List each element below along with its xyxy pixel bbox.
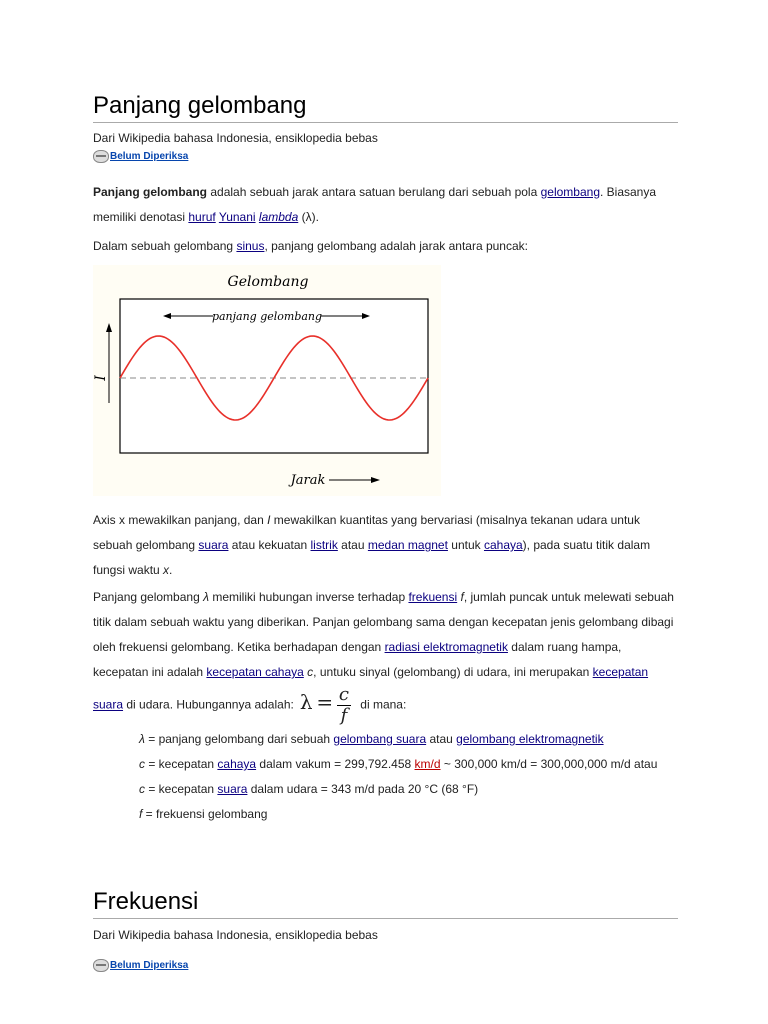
text: untuk — [447, 538, 484, 552]
link-radiasi-elektromagnetik[interactable]: radiasi elektromagnetik — [384, 640, 508, 654]
link-listrik[interactable]: listrik — [310, 538, 338, 552]
link-gelombang-suara[interactable]: gelombang suara — [333, 732, 427, 746]
intro-paragraph — [93, 180, 678, 230]
link-suara-def[interactable]: suara — [217, 782, 248, 796]
sinus-paragraph — [93, 234, 678, 259]
text: Axis x mewakilkan panjang, dan — [93, 513, 268, 527]
link-sinus[interactable]: sinus — [236, 239, 265, 253]
text: memiliki hubungan inverse terhadap — [209, 590, 409, 604]
review-status-link-2[interactable]: Belum Diperiksa — [110, 960, 189, 971]
review-status-2 — [93, 959, 188, 972]
text: (λ). — [298, 210, 319, 224]
italic-text: c — [307, 665, 314, 679]
text: dalam udara = 343 m/d pada 20 °C (68 °F) — [247, 782, 479, 796]
y-axis-arrowhead — [106, 323, 112, 332]
formula-denominator: f — [340, 705, 348, 726]
link-kecepatan-cahaya[interactable]: kecepatan cahaya — [206, 665, 304, 679]
text: ), pada suatu titik dalam fungsi waktu — [93, 538, 651, 577]
text: mewakilkan kuantitas yang bervariasi (misalnya tekanan udara untuk sebuah gelombang — [93, 513, 640, 552]
italic-text: λ — [203, 590, 209, 604]
link-gelombang[interactable]: gelombang — [540, 185, 600, 199]
definition-item — [139, 802, 678, 827]
relation-paragraph — [93, 585, 678, 726]
italic-text: I — [267, 513, 271, 527]
review-status-link[interactable]: Belum Diperiksa — [110, 151, 189, 162]
review-status-icon — [93, 959, 109, 972]
text: ~ 300,000 km/d = 300,000,000 m/d atau — [440, 757, 658, 771]
page-title: Panjang gelombang — [93, 92, 678, 123]
text: di mana: — [356, 697, 407, 712]
wavelength-formula — [300, 685, 351, 726]
text: = panjang gelombang dari sebuah — [144, 732, 334, 746]
axis-paragraph — [93, 508, 678, 583]
page-subtitle: Dari Wikipedia bahasa Indonesia, ensiklopedia bebas — [93, 131, 378, 145]
span-label: panjang gelombang — [211, 310, 323, 323]
text: Panjang gelombang — [93, 590, 204, 604]
definition-symbol: c — [139, 757, 145, 771]
link-medan-magnet[interactable]: medan magnet — [367, 538, 448, 552]
text: , panjang gelombang adalah jarak antara puncak: — [264, 239, 528, 253]
text: atau — [426, 732, 457, 746]
definition-symbol: λ — [139, 732, 145, 746]
text: = kecepatan — [145, 757, 218, 771]
link-cahaya-def[interactable]: cahaya — [217, 757, 257, 771]
text: atau — [337, 538, 368, 552]
term-bold: Panjang gelombang — [93, 185, 208, 199]
x-axis-arrowhead — [371, 477, 380, 483]
formula-fraction — [337, 685, 351, 726]
text: dalam ruang hampa, kecepatan ini adalah — [93, 640, 622, 679]
text: dalam vakum = 299,792.458 — [256, 757, 415, 771]
italic-text: f — [460, 590, 464, 604]
link-kecepatan-suara[interactable]: kecepatan suara — [93, 665, 649, 712]
link-lambda-text: lambda — [258, 210, 299, 224]
review-status-icon — [93, 150, 109, 163]
definition-item — [139, 727, 678, 752]
link-km-d[interactable]: km/d — [414, 757, 441, 771]
review-status — [93, 150, 188, 163]
y-axis-label: I — [93, 375, 109, 381]
figure-title: Gelombang — [227, 274, 309, 290]
text: = frekuensi gelombang — [142, 807, 268, 821]
text: Dalam sebuah gelombang — [93, 239, 237, 253]
text: di udara. Hubungannya adalah: — [123, 697, 294, 712]
formula-lambda: λ — [299, 690, 313, 714]
formula-numerator: c — [338, 684, 349, 705]
definition-list — [139, 727, 678, 827]
definition-symbol: f — [139, 807, 143, 821]
wave-figure — [93, 265, 441, 496]
italic-text: x — [163, 563, 170, 577]
text: adalah sebuah jarak antara satuan berulang dari sebuah pola — [207, 185, 541, 199]
text: , jumlah puncak untuk melewati sebuah titik dalam sebuah waktu yang diberikan. Panjan gelombang sama dengan kecepatan jenis gelombang dibagi oleh frekuensi gelombang. Ketika berhadapan dengan — [93, 590, 674, 654]
link-huruf[interactable]: huruf — [188, 210, 216, 224]
link-yunani[interactable]: Yunani — [218, 210, 256, 224]
text: . — [169, 563, 173, 577]
text: = kecepatan — [145, 782, 218, 796]
section2-subtitle: Dari Wikipedia bahasa Indonesia, ensiklopedia bebas — [93, 928, 378, 942]
text: , untuku sinyal (gelombang) di udara, ini merupakan — [313, 665, 593, 679]
definition-symbol: c — [139, 782, 145, 796]
definition-item — [139, 777, 678, 802]
text: atau kekuatan — [228, 538, 311, 552]
formula-equals: = — [316, 690, 334, 714]
link-frekuensi[interactable]: frekuensi — [408, 590, 458, 604]
link-suara[interactable]: suara — [198, 538, 229, 552]
text: . Biasanya memiliki denotasi — [93, 185, 657, 224]
link-cahaya[interactable]: cahaya — [483, 538, 523, 552]
x-axis-label: Jarak — [290, 473, 326, 488]
wave-diagram — [93, 265, 441, 496]
link-lambda[interactable] — [259, 210, 298, 224]
link-gelombang-elektromagnetik[interactable]: gelombang elektromagnetik — [456, 732, 604, 746]
section-title-frekuensi: Frekuensi — [93, 888, 678, 919]
definition-item — [139, 752, 678, 777]
